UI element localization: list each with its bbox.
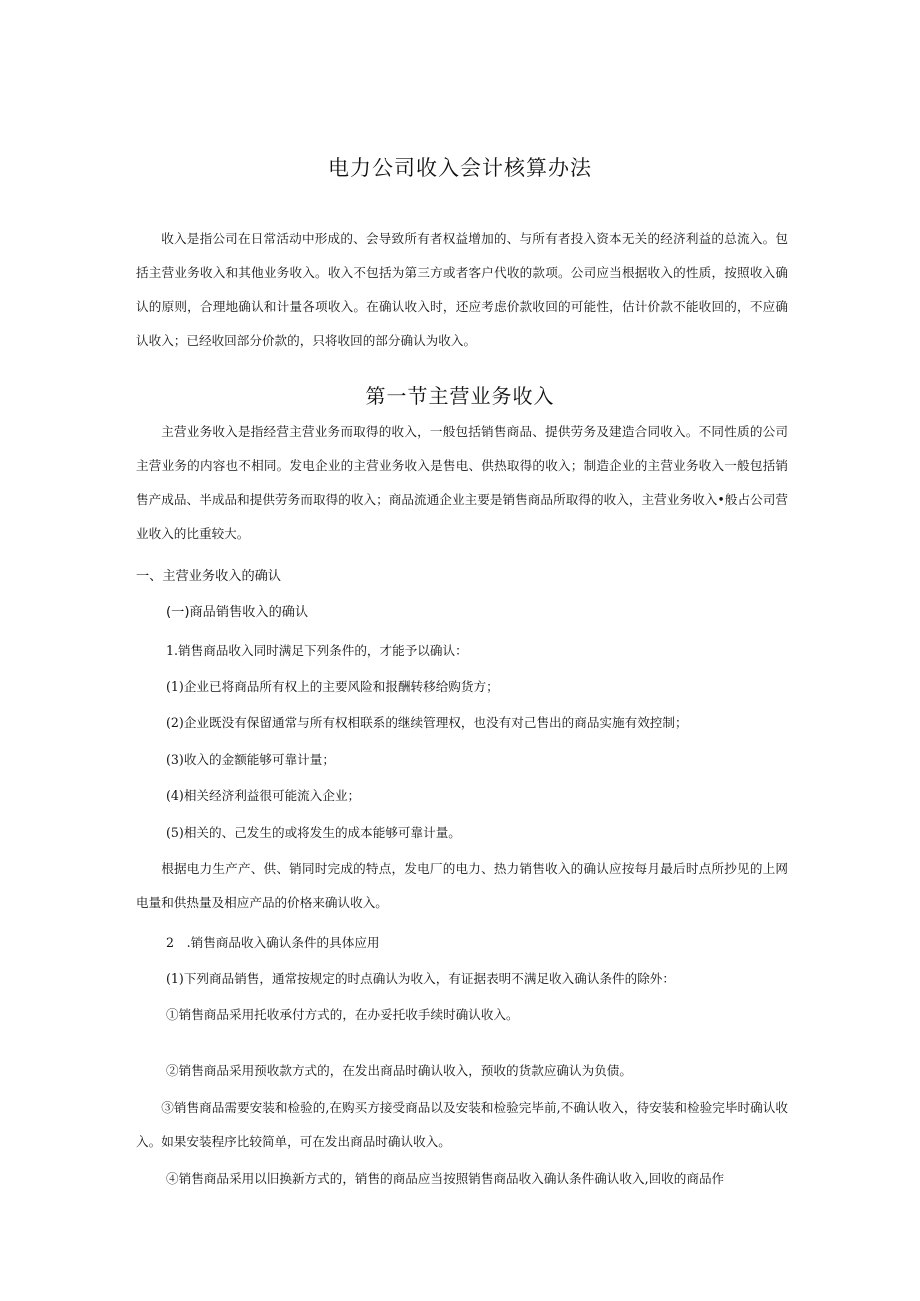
application-1: (1)下列商品销售，通常按规定的时点确认为收入，有证据表明不满足收入确认条件的除外： [166, 971, 675, 986]
section-title: 第一节主营业务收入 [365, 384, 555, 408]
section1-paragraph: 主营业务收入是指经营主营业务而取得的收入，一般包括销售商品、提供劳务及建造合同收入。不同性质的公司主营业务的内容也不相同。发电企业的主营业务收入是售电、供热取得的收入；制造企业的主营业务收入一般包括销售产成品、半成品和提供劳务而取得的收入；商品流通企业主要是销售商品所取得的收入，主营业务收入•般占公司营业收入的比重较大。 [136, 424, 788, 541]
condition-1: (1)企业已将商品所有权上的主要风险和报酬转移给购货方； [166, 679, 499, 694]
heading-recognition: 一、主营业务收入的确认 [136, 569, 282, 584]
condition-3: (3)收入的金额能够可靠计量； [166, 752, 335, 767]
condition-4: (4)相关经济利益很可能流入企业； [166, 788, 361, 803]
case-1: ①销售商品采用托收承付方式的，在办妥托收手续时确认收入。 [166, 1007, 519, 1022]
item-2: 2 .销售商品收入确认条件的具体应用 [166, 935, 380, 950]
intro-paragraph: 收入是指公司在日常活动中形成的、会导致所有者权益增加的、与所有者投入资本无关的经济利益的总流入。包括主营业务收入和其他业务收入。收入不包括为第三方或者客户代收的款项。公司应当根据收入的性质，按照收入确认的原则，合理地确认和计量各项收入。在确认收入时，还应考虑价款收回的可能性，估计价款不能收回的，不应确认收入；已经收回部分价款的，只将收回的部分确认为收入。 [136, 231, 788, 348]
case-4: ④销售商品采用以旧换新方式的，销售的商品应当按照销售商品收入确认条件确认收入,回收的商品作 [166, 1171, 725, 1186]
condition-2: (2)企业既没有保留通常与所有权相联系的继续管理权，也没有对己售出的商品实施有效控制； [166, 715, 688, 730]
document-title: 电力公司收入会计核算办法 [328, 156, 592, 180]
case-3: ③销售商品需要安装和检验的,在购买方接受商品以及安装和检验完毕前,不确认收入，待安装和检验完毕时确认收入。如果安装程序比较简单，可在发出商品时确认收入。 [136, 1100, 788, 1149]
power-paragraph: 根据电力生产产、供、销同时完成的特点，发电厂的电力、热力销售收入的确认应按每月最后时点所抄见的上网电量和供热量及相应产品的价格来确认收入。 [136, 861, 788, 910]
item-1: 1.销售商品收入同时满足下列条件的，才能予以确认： [166, 643, 468, 658]
condition-5: (5)相关的、己发生的或将发生的成本能够可靠计量。 [166, 825, 461, 840]
case-2: ②销售商品采用预收款方式的，在发出商品时确认收入，预收的货款应确认为负债。 [166, 1063, 632, 1078]
heading-goods-sales: (一)商品销售收入的确认 [166, 605, 309, 620]
